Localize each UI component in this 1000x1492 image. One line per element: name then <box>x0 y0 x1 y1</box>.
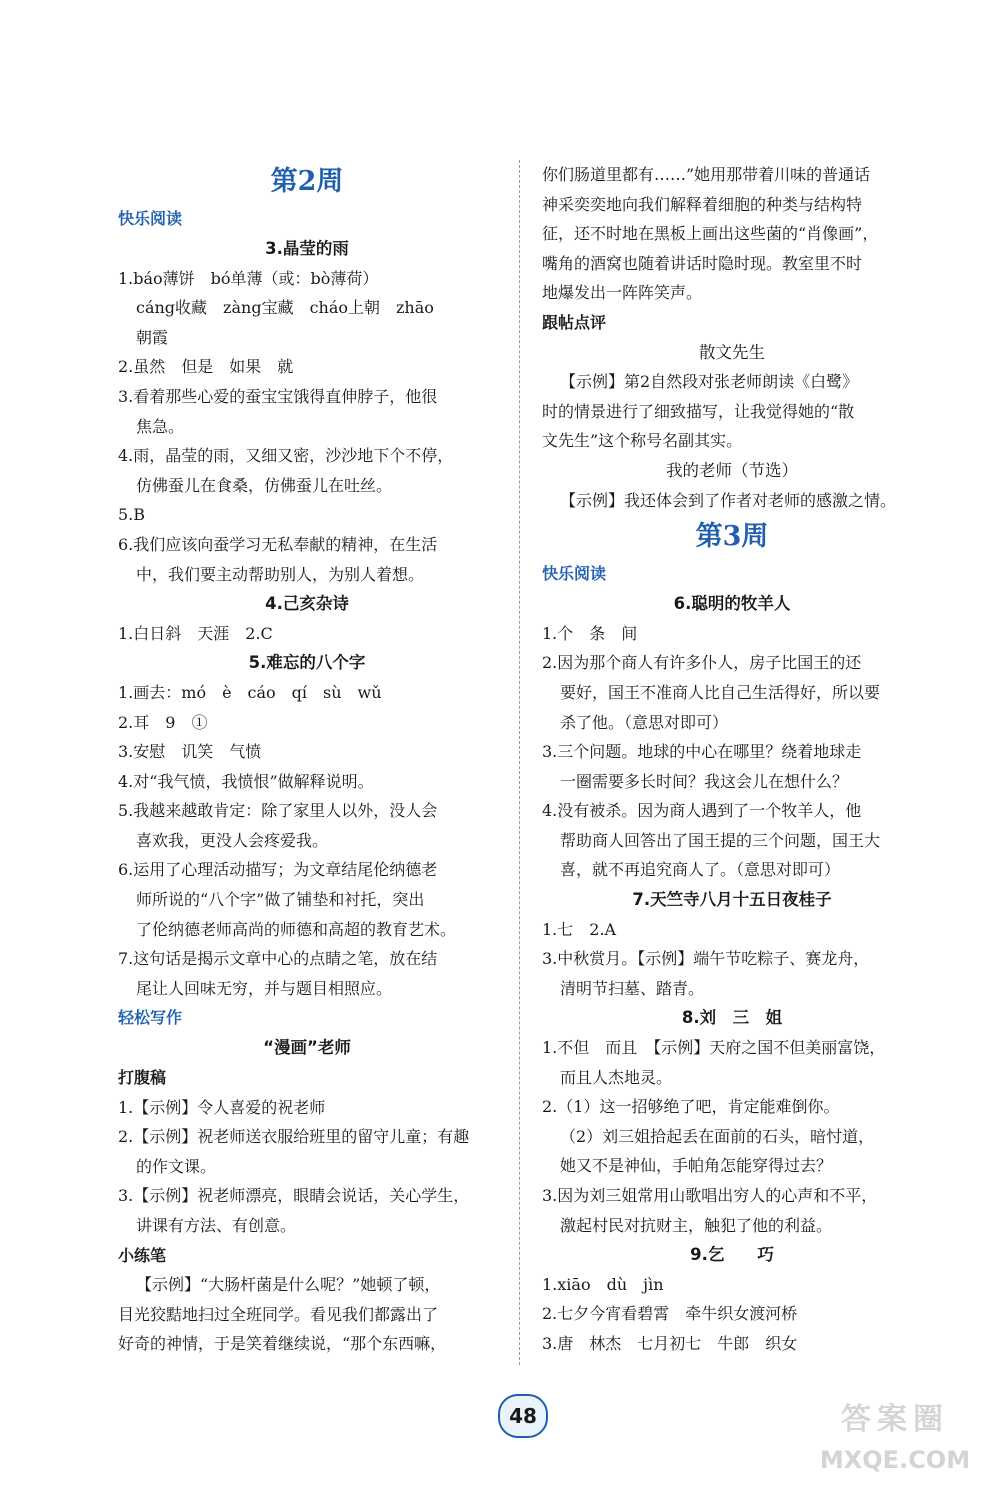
watermark-url: MXQE.COM <box>819 1446 971 1474</box>
answer-line: 了伦纳德老师高尚的师德和高超的教育艺术。 <box>136 919 457 939</box>
answer-line: 2.（1）这一招够绝了吧，肯定能难倒你。 <box>542 1097 840 1117</box>
answer-line: 2.因为那个商人有许多仆人，房子比国王的还 <box>542 653 862 673</box>
answer-line: 1.七 2.A <box>542 919 617 939</box>
essay-1-title: 散文先生 <box>699 342 765 362</box>
answer-line: 6.运用了心理活动描写；为文章结尾伦纳德老 <box>118 860 438 880</box>
answer-line: 2.【示例】祝老师送衣服给班里的留守儿童；有趣 <box>118 1127 470 1147</box>
answer-line: 【示例】我还体会到了作者对老师的感激之情。 <box>560 490 897 510</box>
draft-heading: 打腹稿 <box>118 1068 167 1088</box>
answer-line: 3.看着那些心爱的蚕宝宝饿得直伸脖子，他很 <box>118 386 438 406</box>
answer-line: 4.对“我气愤，我愤恨”做解释说明。 <box>118 771 374 791</box>
answer-line: 征，还不时地在黑板上画出这些菌的“肖像画”， <box>542 224 879 244</box>
answer-line: 帮助商人回答出了国王提的三个问题，国王大 <box>560 830 881 850</box>
answer-line: 4.没有被杀。因为商人遇到了一个牧羊人，他 <box>542 801 862 821</box>
answer-line: 2.虽然 但是 如果 就 <box>118 357 294 377</box>
answer-line: 2.耳 9 ① <box>118 712 208 732</box>
answer-line: 师所说的“八个字”做了铺垫和衬托，突出 <box>136 890 425 910</box>
answer-line: （2）刘三姐拾起丢在面前的石头，暗忖道， <box>560 1126 875 1146</box>
lesson-3-title: 3.晶莹的雨 <box>265 239 349 258</box>
section-happy-reading: 快乐阅读 <box>118 209 183 228</box>
answer-line: 要好，国王不准商人比自己生活得好，所以要 <box>560 682 881 702</box>
answer-line: 讲课有方法、有创意。 <box>136 1216 297 1235</box>
answer-line: 1.白日斜 天涯 2.C <box>118 623 273 643</box>
answer-line: 清明节扫墓、踏青。 <box>560 978 705 998</box>
answer-line: 焦急。 <box>136 416 185 436</box>
answer-line: 仿佛蚕儿在食桑，仿佛蚕儿在吐丝。 <box>136 475 393 495</box>
answer-line: cáng收藏 zàng宝藏 cháo上朝 zhāo <box>136 298 434 318</box>
answer-line: 神采奕奕地向我们解释着细胞的种类与结构特 <box>542 194 863 214</box>
practice-heading: 小练笔 <box>118 1245 167 1265</box>
answer-line: 文先生”这个称号名副其实。 <box>542 431 743 451</box>
answer-line: 好奇的神情，于是笑着继续说，“那个东西嘛， <box>118 1334 447 1354</box>
answer-line: 3.【示例】祝老师漂亮，眼睛会说话，关心学生， <box>118 1186 470 1206</box>
answer-line: 杀了他。（意思对即可） <box>560 712 729 732</box>
answer-line: 2.七夕今宵看碧霄 牵牛织女渡河桥 <box>542 1304 798 1324</box>
answer-line: 1.不但 而且 【示例】天府之国不但美丽富饶， <box>542 1038 886 1058</box>
watermark <box>800 1398 990 1484</box>
writing-title: “漫画”老师 <box>263 1038 351 1058</box>
answer-line: 1.个 条 间 <box>542 623 638 643</box>
answer-line: 1.xiāo dù jìn <box>542 1274 664 1294</box>
answer-line: 【示例】“大肠杆菌是什么呢？”她顿了顿， <box>136 1275 441 1295</box>
lesson-4-title: 4.己亥杂诗 <box>265 594 349 614</box>
answer-line: 而且人杰地灵。 <box>560 1067 673 1087</box>
answer-line: 地爆发出一阵阵笑声。 <box>542 283 703 303</box>
answer-line: 她又不是神仙，手帕角怎能穿得过去？ <box>560 1156 833 1176</box>
page-number: 48 <box>498 1394 548 1438</box>
answer-line: 3.中秋赏月。【示例】端午节吃粽子、赛龙舟， <box>542 949 870 969</box>
watermark-text: 答案圈 <box>841 1402 949 1437</box>
answer-line: 1.画去：mó è cáo qí sù wǔ <box>118 682 382 702</box>
answer-line: 3.因为刘三姐常用山歌唱出穷人的心声和不平， <box>542 1186 878 1205</box>
lesson-9-title: 9.乞 巧 <box>690 1245 774 1265</box>
follow-comment-heading: 跟帖点评 <box>542 312 607 332</box>
section-easy-writing: 轻松写作 <box>118 1008 183 1028</box>
answer-line: 尾让人回味无穷，并与题目相照应。 <box>136 978 393 998</box>
lesson-5-title: 5.难忘的八个字 <box>248 653 366 673</box>
answer-line: 一圈需要多长时间？我这会儿在想什么？ <box>560 771 849 791</box>
answer-line: 1.báo薄饼 bó单薄（或：bò薄荷） <box>118 268 379 288</box>
answer-line: 目光狡黠地扫过全班同学。看见我们都露出了 <box>118 1304 439 1324</box>
lesson-8-title: 8.刘 三 姐 <box>681 1008 783 1028</box>
answer-line: 朝霞 <box>136 327 169 347</box>
answer-line: 【示例】第2自然段对张老师朗读《白鹭》 <box>560 372 859 392</box>
column-divider <box>519 160 520 1365</box>
answer-line: 5.我越来越敢肯定：除了家里人以外，没人会 <box>118 801 438 821</box>
answer-line: 喜欢我，更没人会疼爱我。 <box>136 830 329 850</box>
lesson-7-title: 7.天竺寺八月十五日夜桂子 <box>632 890 832 910</box>
answer-line: 喜，就不再追究商人了。（意思对即可） <box>560 860 841 880</box>
week-3-heading: 第3周 <box>695 521 769 553</box>
section-happy-reading-2: 快乐阅读 <box>542 564 607 584</box>
answer-line: 激起村民对抗财主，触犯了他的利益。 <box>560 1215 833 1235</box>
left-column <box>118 160 496 1359</box>
answer-line: 你们肠道里都有……”她用那带着川味的普通话 <box>542 165 871 184</box>
answer-line: 5.B <box>118 505 146 525</box>
answer-line: 3.唐 林杰 七月初七 牛郎 织女 <box>542 1333 798 1353</box>
week-2-heading: 第2周 <box>270 166 344 197</box>
answer-line: 嘴角的酒窝也随着讲话时隐时现。教室里不时 <box>542 253 863 273</box>
answer-line: 的作文课。 <box>136 1156 217 1176</box>
answer-line: 时的情景进行了细致描写，让我觉得她的“散 <box>542 401 855 421</box>
answer-line: 3.安慰 讥笑 气愤 <box>118 742 262 762</box>
answer-line: 7.这句话是揭示文章中心的点睛之笔，放在结 <box>118 949 438 969</box>
answer-line: 3.三个问题。地球的中心在哪里？绕着地球走 <box>542 742 862 762</box>
answer-line: 1.【示例】令人喜爱的祝老师 <box>118 1097 326 1117</box>
answer-line: 6.我们应该向蚕学习无私奉献的精神，在生活 <box>118 534 438 554</box>
right-column <box>542 160 922 1359</box>
lesson-6-title: 6.聪明的牧羊人 <box>673 594 791 614</box>
answer-line: 4.雨，晶莹的雨，又细又密，沙沙地下个不停， <box>118 446 454 466</box>
essay-2-title: 我的老师（节选） <box>666 460 798 480</box>
answer-line: 中，我们要主动帮助别人，为别人着想。 <box>136 564 425 584</box>
